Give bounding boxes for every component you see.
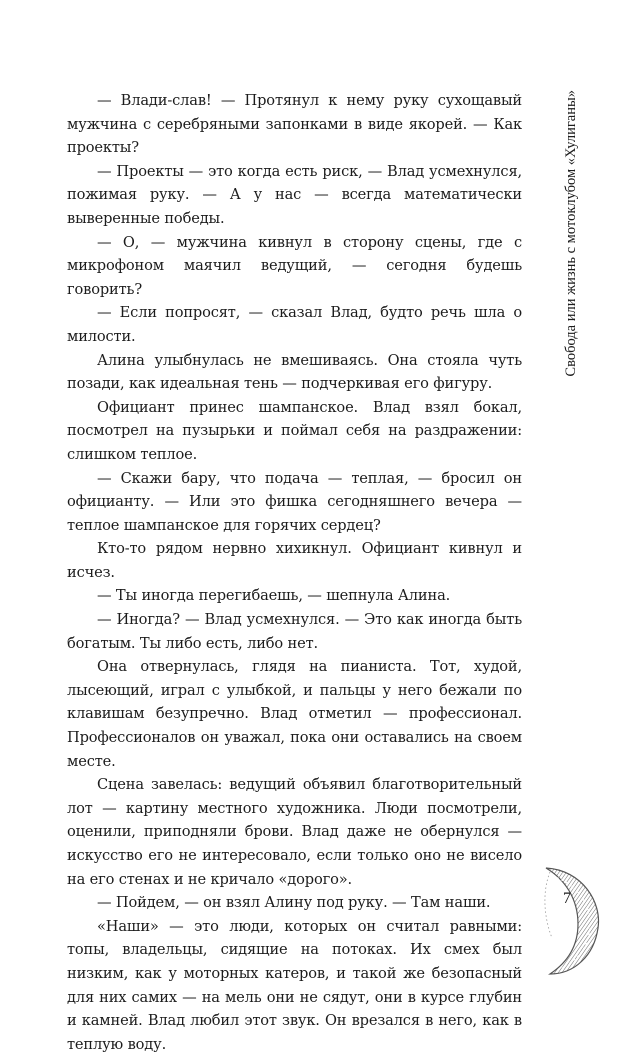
paragraph: — Иногда? — Влад усмехнулся. — Это как иногда быть богатым. Ты либо есть, либо нет. bbox=[67, 611, 522, 652]
body-text bbox=[67, 89, 522, 1056]
paragraph: — Проекты — это когда есть риск, — Влад усмехнулся, пожимая руку. — А у нас — всегда математически выверенные победы. bbox=[67, 162, 522, 227]
paragraph: Она отвернулась, глядя на пианиста. Тот, худой, лысеющий, играл с улыбкой, и пальцы у него бежали по клавишам безупречно. Влад отметил — профессионал. Профессионалов он уважал, пока они оставались на своем месте. bbox=[67, 658, 522, 770]
paragraph: — Влади-слав! — Протянул к нему руку сухощавый мужчина с серебряными запонками в виде якорей. — Как проекты? bbox=[67, 92, 522, 157]
running-header bbox=[561, 90, 581, 650]
paragraph: Официант принес шампанское. Влад взял бокал, посмотрел на пузырьки и поймал себя на раздражении: слишком теплое. bbox=[67, 398, 522, 463]
crescent-ornament-icon bbox=[522, 862, 602, 978]
paragraph: Алина улыбнулась не вмешиваясь. Она стояла чуть позади, как идеальная тень — подчеркивая его фигуру. bbox=[67, 351, 522, 393]
paragraph: — Скажи бару, что подача — теплая, — бросил он официанту. — Или это фишка сегодняшнего вечера — теплое шампанское для горячих сердец? bbox=[67, 469, 522, 534]
page-number: 7 bbox=[563, 890, 571, 907]
paragraph: — О, — мужчина кивнул в сторону сцены, где с микрофоном маячил ведущий, — сегодня будешь говорить? bbox=[67, 233, 522, 298]
paragraph: — Ты иногда перегибаешь, — шепнула Алина. bbox=[97, 587, 451, 605]
running-header-text: Свобода или жизнь с мотоклубом «Хулиганы» bbox=[563, 90, 579, 377]
paragraph: Сцена завелась: ведущий объявил благотворительный лот — картину местного художника. Люди посмотрели, оценили, приподняли брови. Влад даже не обернулся — искусство его не интересовало, если только оно не висело на его стенах и не кричало «дорого». bbox=[67, 776, 522, 888]
paragraph: — Если попросят, — сказал Влад, будто речь шла о милости. bbox=[67, 304, 522, 345]
paragraph: «Наши» — это люди, которых он считал равными: топы, владельцы, сидящие на потоках. Их смех был низким, как у моторных катеров, и такой же безопасный для них самих — на мель они не сядут, они в курсе глубин и камней. Влад любил этот звук. Он врезался в него, как в теплую воду. bbox=[67, 917, 522, 1053]
paragraph: — Пойдем, — он взял Алину под руку. — Там наши. bbox=[97, 894, 491, 912]
paragraph: Кто-то рядом нервно хихикнул. Официант кивнул и исчез. bbox=[67, 540, 522, 581]
